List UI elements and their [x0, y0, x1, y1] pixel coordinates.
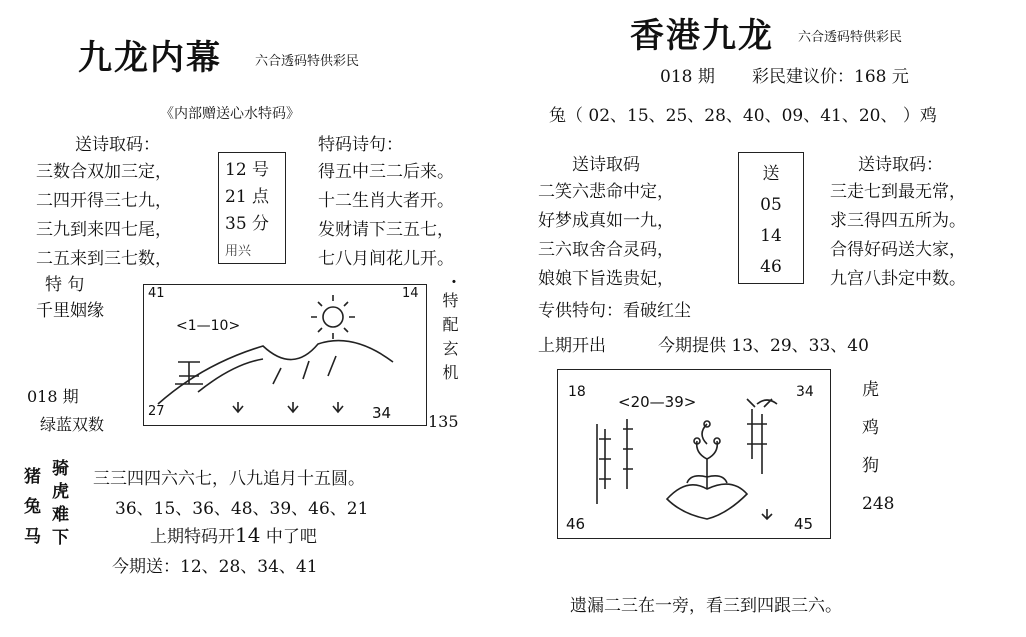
- box-line: 送: [762, 164, 780, 184]
- left-side-vertical: 特配玄机: [440, 292, 459, 388]
- last-special-suffix: 中了吧: [260, 527, 317, 547]
- left-issue: 018 期: [27, 387, 79, 406]
- right-poem-left-header: 送诗取码: [572, 155, 640, 175]
- left-verse: 三三四四六六七，八九追月十五圆。: [93, 469, 365, 489]
- right-code-box: [738, 152, 804, 284]
- zodiac: 马: [24, 527, 41, 547]
- last-special-number: 14: [235, 523, 261, 547]
- left-poem-right-header: 特码诗句：: [318, 135, 403, 155]
- picture-number: 18: [568, 384, 586, 400]
- picture-number: 41: [148, 286, 165, 301]
- picture-number: 45: [794, 515, 814, 533]
- poem-line: 好梦成真如一九，: [538, 211, 674, 231]
- right-this-provide: 今期提供 13、29、33、40: [658, 336, 869, 356]
- left-title: 九龙内幕: [78, 38, 222, 78]
- box-line: 05: [760, 195, 782, 215]
- poem-line: 娘娘下旨选贵妃，: [538, 269, 674, 289]
- poem-line: 得五中三二后来。: [318, 162, 454, 182]
- left-tagline: 《内部赠送心水特码》: [160, 106, 300, 122]
- picture-number: 46: [566, 515, 586, 533]
- box-line: 46: [760, 257, 782, 277]
- left-poem-right: [318, 158, 454, 274]
- zodiac: 虎: [862, 380, 879, 400]
- right-title: 香港九龙: [630, 16, 774, 56]
- right-poem-right-header: 送诗取码：: [858, 155, 943, 175]
- right-special-line: 专供特句：看破红尘: [538, 301, 691, 321]
- left-special-label: 特 句: [45, 275, 85, 295]
- right-poem-left: [538, 178, 674, 294]
- zodiac: 兔: [24, 497, 41, 517]
- zodiac: 狗: [862, 456, 879, 476]
- right-code-box-lines: [739, 159, 803, 283]
- left-poem-left-header: 送诗取码：: [75, 135, 160, 155]
- poem-line: 三走七到最无常，: [830, 182, 966, 202]
- right-issue: 018 期: [660, 67, 715, 87]
- zodiac: 猪: [24, 467, 41, 487]
- picture-number: 14: [402, 286, 419, 301]
- zodiac: 鸡: [862, 418, 879, 438]
- poem-line: 三九到来四七尾，: [36, 220, 172, 240]
- right-bottom-verse: 遗漏二三在一旁，看三到四跟三六。: [570, 596, 842, 616]
- left-side-number: 135: [428, 412, 459, 431]
- box-line: 35 分: [225, 214, 270, 234]
- poem-line: 三数合双加三定，: [36, 162, 172, 182]
- poem-line: 三六取舍合灵码，: [538, 240, 674, 260]
- right-side-number: 248: [862, 494, 895, 514]
- left-numbers: 36、15、36、48、39、46、21: [115, 499, 369, 519]
- right-poem-right: [830, 178, 966, 294]
- box-line: 14: [760, 226, 782, 246]
- zodiac-char: 虎: [52, 482, 69, 502]
- left-special-text: 千里姻缘: [36, 301, 104, 321]
- poem-line: 发财请下三五七，: [318, 220, 454, 240]
- zodiac-char: 难: [52, 505, 69, 525]
- right-price: 彩民建议价：168 元: [752, 67, 909, 87]
- box-line: 12 号: [225, 160, 270, 180]
- left-dot: .: [451, 268, 457, 288]
- poem-line: 七八月间花儿开。: [318, 249, 454, 269]
- left-picture-sketch: [143, 284, 425, 424]
- poem-line: 九宫八卦定中数。: [830, 269, 966, 289]
- picture-number: 34: [372, 404, 392, 422]
- poem-line: 十二生肖大者开。: [318, 191, 454, 211]
- zodiac-char: 骑: [52, 459, 69, 479]
- left-issue-text: 绿蓝双数: [40, 415, 105, 434]
- left-zodiac-col1: [24, 462, 41, 552]
- picture-number: 27: [148, 404, 165, 419]
- box-line: 用兴: [225, 244, 252, 259]
- right-picture-sketch: [557, 369, 829, 537]
- left-this-issue: 今期送：12、28、34、41: [112, 557, 318, 577]
- picture-center-text: <1—10>: [176, 318, 241, 334]
- picture-number: 34: [796, 384, 814, 400]
- poem-line: 二五来到三七数，: [36, 249, 172, 269]
- picture-center-text: <20—39>: [618, 393, 697, 411]
- last-special-prefix: 上期特码开: [150, 527, 235, 547]
- right-last-open: 上期开出: [538, 336, 606, 356]
- poem-line: 二笑六悲命中定，: [538, 182, 674, 202]
- left-poem-left: [36, 158, 172, 274]
- left-subtitle: 六合透码特供彩民: [255, 54, 360, 69]
- poem-line: 求三得四五所为。: [830, 211, 966, 231]
- poem-line: 二四开得三七九，: [36, 191, 172, 211]
- poem-line: 合得好码送大家，: [830, 240, 966, 260]
- right-rabbit-line: 兔（ 02、15、25、28、40、09、41、20、 ）鸡: [549, 106, 937, 126]
- right-zodiacs: [862, 371, 879, 485]
- right-subtitle: 六合透码特供彩民: [798, 30, 903, 45]
- left-zodiac-col2: [52, 458, 69, 550]
- left-code-box: [218, 152, 286, 264]
- box-line: 21 点: [225, 187, 270, 207]
- zodiac-char: 下: [52, 528, 69, 548]
- left-last-special: [150, 522, 317, 547]
- left-code-box-lines: [225, 157, 269, 265]
